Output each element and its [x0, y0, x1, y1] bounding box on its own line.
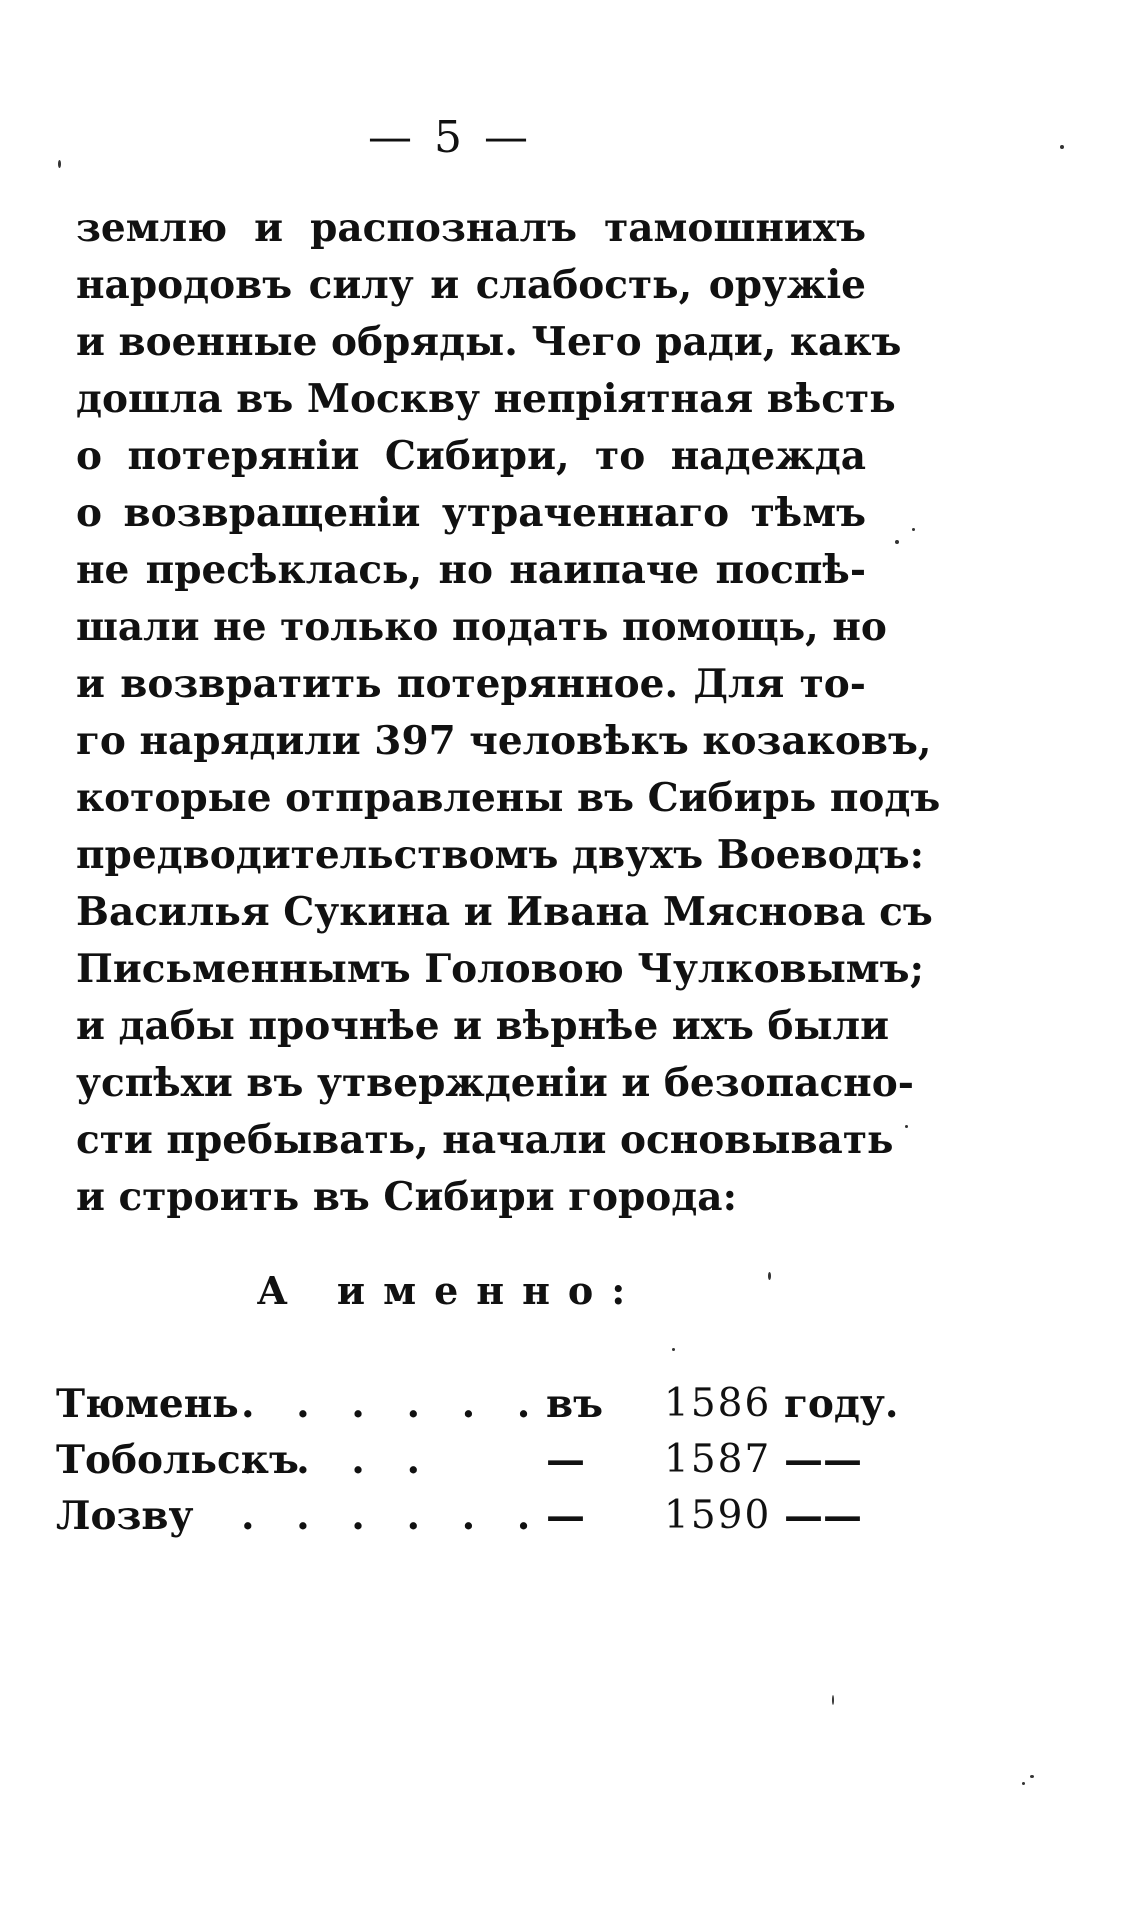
- dot-leader: . . . .: [241, 1437, 435, 1483]
- text-line: шали не только подать помощь, но: [76, 604, 887, 650]
- section-heading: А именно:: [256, 1268, 644, 1313]
- text-line: о возвращеніи утраченнаго тѣмъ: [76, 490, 866, 536]
- founding-year: 1587: [664, 1437, 772, 1482]
- scan-speck: [905, 1125, 908, 1128]
- text-line: не пресѣклась, но наипаче поспѣ-: [76, 547, 866, 593]
- text-line: успѣхи въ утвержденіи и безопасно-: [76, 1060, 914, 1106]
- dot-leader: . . . . . .: [241, 1381, 545, 1427]
- text-line: дошла въ Москву непріятная вѣсть: [76, 376, 896, 422]
- text-line: и дабы прочнѣе и вѣрнѣе ихъ были: [76, 1003, 890, 1049]
- text-line: предводительствомъ двухъ Воеводъ:: [76, 832, 925, 878]
- list-item: [56, 1432, 866, 1488]
- scan-speck: [672, 1348, 675, 1351]
- city-name: Тобольскъ: [56, 1437, 299, 1483]
- year-prefix: —: [546, 1493, 585, 1539]
- year-prefix: въ: [546, 1381, 604, 1427]
- text-line: которые отправлены въ Сибирь подъ: [76, 775, 941, 821]
- founding-year: 1586: [664, 1381, 772, 1426]
- year-suffix: ——: [784, 1493, 862, 1539]
- founding-year: 1590: [664, 1493, 772, 1538]
- year-suffix: ——: [784, 1437, 862, 1483]
- dot-leader: . . . . . .: [241, 1493, 545, 1539]
- scan-speck: [1022, 1782, 1025, 1785]
- scan-speck: [912, 528, 915, 531]
- scan-speck: [1060, 145, 1064, 149]
- text-line: и строить въ Сибири города:: [76, 1174, 737, 1220]
- text-line: землю и распозналъ тамошнихъ: [76, 205, 866, 251]
- text-line: и возвратить потерянное. Для то-: [76, 661, 866, 707]
- body-paragraph: [76, 200, 941, 1226]
- scan-speck: [1030, 1775, 1034, 1778]
- text-line: народовъ силу и слабость, оружіе: [76, 262, 866, 308]
- scan-speck: [895, 540, 899, 544]
- list-item: [56, 1376, 899, 1432]
- year-prefix: —: [546, 1437, 585, 1483]
- year-suffix: году.: [784, 1381, 899, 1427]
- city-name: Тюмень: [56, 1381, 239, 1427]
- text-line: Письменнымъ Головою Чулковымъ;: [76, 946, 924, 992]
- list-item: [56, 1488, 866, 1544]
- scan-speck: [768, 1272, 771, 1280]
- text-line: и военные обряды. Чего ради, какъ: [76, 319, 902, 365]
- text-line: го нарядили 397 человѣкъ козаковъ,: [76, 718, 932, 764]
- scan-speck: [58, 160, 61, 168]
- city-founding-list: [56, 1376, 899, 1544]
- text-line: о потеряніи Сибири, то надежда: [76, 433, 866, 479]
- text-line: сти пребывать, начали основывать: [76, 1117, 894, 1163]
- scan-speck: [832, 1695, 834, 1705]
- city-name: Лозву: [56, 1493, 194, 1539]
- text-line: Василья Сукина и Ивана Мяснова съ: [76, 889, 933, 935]
- page-number: — 5 —: [368, 112, 532, 163]
